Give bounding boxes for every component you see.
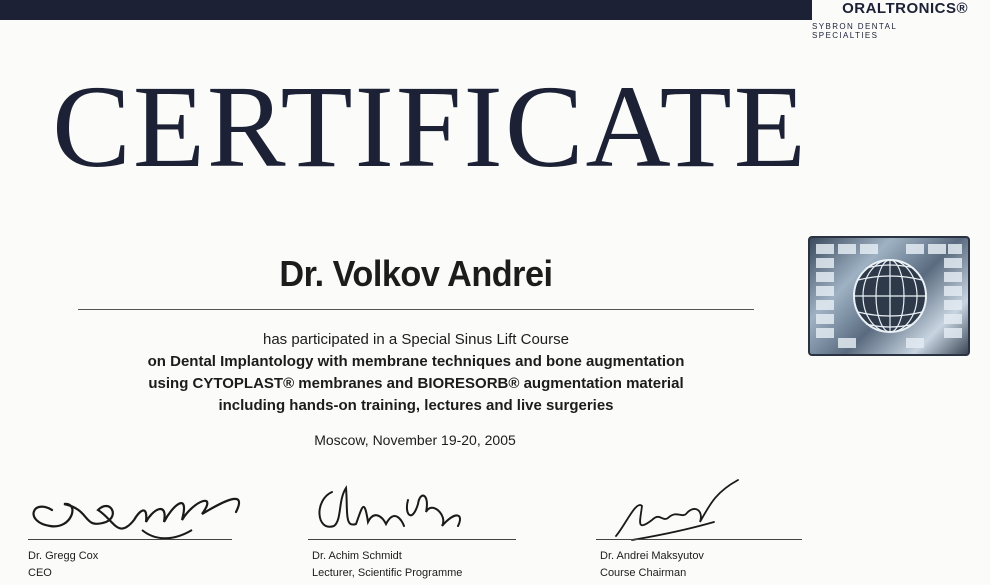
logo-name: ORALTRONICS® <box>842 0 968 17</box>
body-line: including hands-on training, lectures and live surgeries <box>218 397 614 414</box>
signature-line <box>308 539 516 540</box>
signer-title: CEO <box>28 567 52 579</box>
signature-cox <box>22 470 262 550</box>
signature-maksyutov <box>596 470 766 550</box>
signature-line <box>28 539 232 540</box>
body-line: using CYTOPLAST® membranes and BIORESORB® augmentation material <box>148 375 684 392</box>
logo-subtitle: SYBRON DENTAL SPECIALTIES <box>812 22 897 40</box>
location-date: Moscow, November 19-20, 2005 <box>314 432 516 448</box>
body-line: has participated in a Special Sinus Lift Course <box>262 331 569 348</box>
body-line: on Dental Implantology with membrane techniques and bone augmentation <box>147 353 685 370</box>
recipient-underline <box>78 309 754 310</box>
signer-title: Lecturer, Scientific Programme <box>312 567 463 579</box>
certificate-title: CERTIFICATE <box>52 61 808 192</box>
signer-name: Dr. Achim Schmidt <box>312 550 402 562</box>
certificate-body <box>70 329 762 417</box>
signer-title: Course Chairman <box>600 567 687 579</box>
signature-schmidt <box>308 470 478 550</box>
signature-line <box>596 539 802 540</box>
recipient-name: Dr. Volkov Andrei <box>279 253 553 294</box>
brand-logo <box>812 0 990 40</box>
signer-name: Dr. Gregg Cox <box>28 550 99 562</box>
hologram-seal <box>808 236 970 356</box>
globe-icon <box>810 238 968 354</box>
signer-name: Dr. Andrei Maksyutov <box>600 550 704 562</box>
